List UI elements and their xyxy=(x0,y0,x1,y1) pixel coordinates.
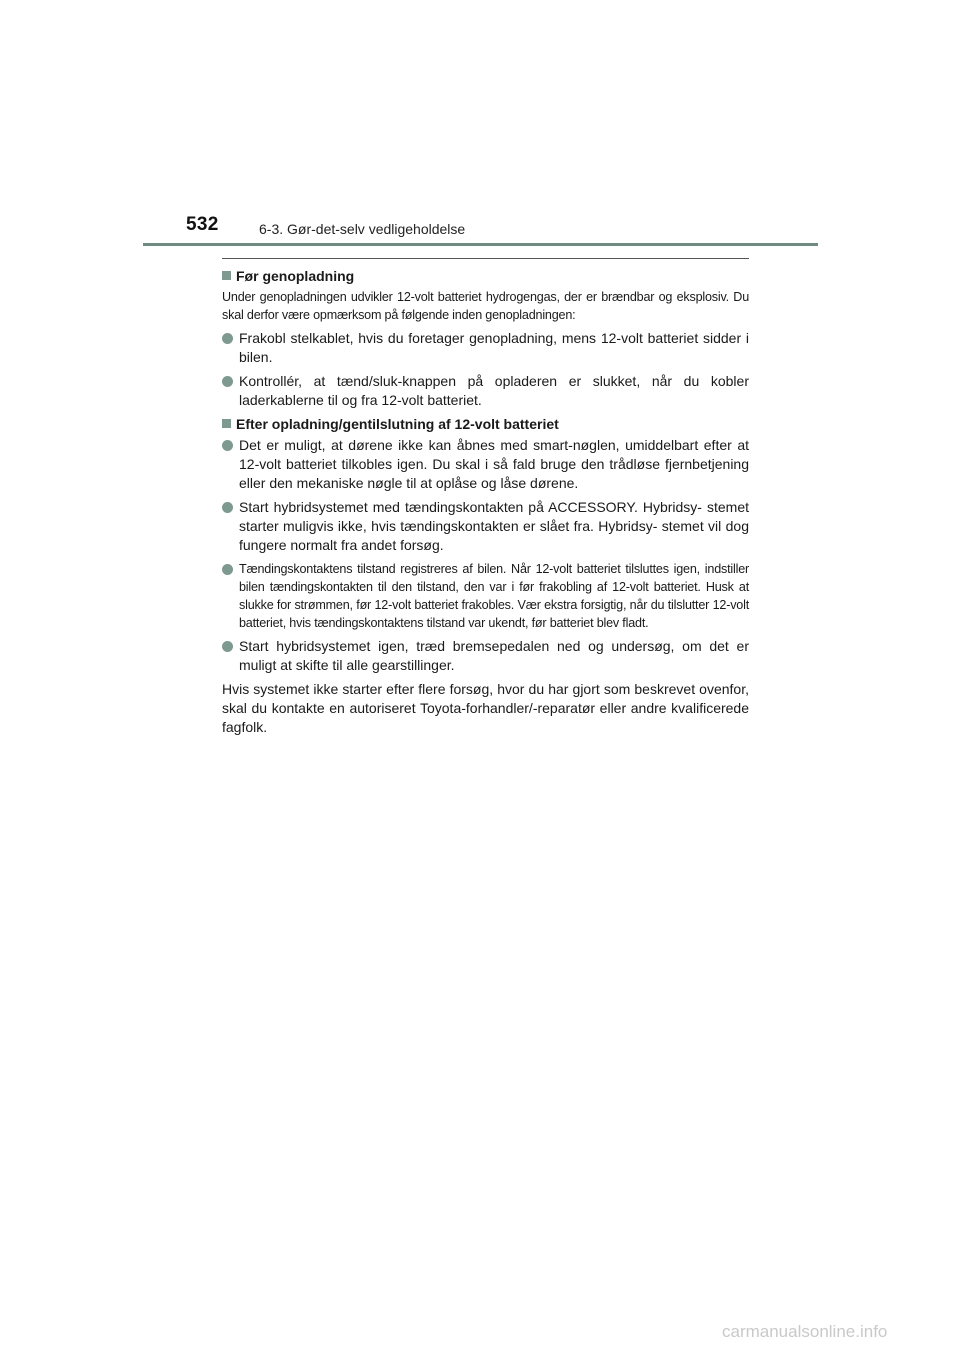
section-title: 6-3. Gør-det-selv vedligeholdelse xyxy=(259,221,466,237)
list-item xyxy=(222,372,749,410)
list-item-text: Det er muligt, at dørene ikke kan åbnes med smart-nøglen, umiddelbart efter at 12-volt batteriet tilkobles igen. Du skal i så fald bruge den trådløse fjernbetjening eller den mekaniske nøgle til at oplåse og låse dørene. xyxy=(239,437,749,491)
list-item-text: Frakobl stelkablet, hvis du foretager genopladning, mens 12-volt batteriet sidder i bilen. xyxy=(239,330,749,365)
watermark: carmanualsonline.info xyxy=(722,1322,888,1341)
square-bullet-icon xyxy=(222,419,231,428)
section-heading xyxy=(222,415,749,433)
list-item xyxy=(222,637,749,675)
circle-bullet-icon xyxy=(222,376,233,387)
page-header xyxy=(0,0,960,250)
closing-paragraph: Hvis systemet ikke starter efter flere forsøg, hvor du har gjort som beskrevet ovenfor, skal du kontakte en autoriseret Toyota-forhandler/-reparatør eller andre kvalificerede fagfolk. xyxy=(222,681,749,735)
page-number: 532 xyxy=(186,214,219,235)
list-item xyxy=(222,329,749,367)
list-item xyxy=(222,436,749,493)
list-item-text: Tændingskontaktens tilstand registreres af bilen. Når 12-volt batteriet tilsluttes igen, indstiller bilen tændingskontakten til den tilstand, den var i før frakobling af 12-volt batteriet. Husk at slukke for strømmen, før 12-volt batteriet frakobles. Vær ekstra forsigtig, når du tilslutter 12-volt batteriet, hvis tændingskontaktens tilstand var ukendt, før batteriet blev fladt. xyxy=(239,562,749,630)
list-item-text: Start hybridsystemet igen, træd bremsepedalen ned og undersøg, om det er muligt at skifte til alle gearstillinger. xyxy=(239,638,749,673)
section-heading-text: Før genopladning xyxy=(236,268,355,284)
page-content xyxy=(222,258,749,737)
square-bullet-icon xyxy=(222,271,231,280)
section-note: Under genopladningen udvikler 12-volt batteriet hydrogengas, der er brændbar og eksplosiv. Du skal derfor være opmærksom på følgende inden genopladningen: xyxy=(222,290,749,322)
circle-bullet-icon xyxy=(222,502,233,513)
circle-bullet-icon xyxy=(222,564,233,575)
circle-bullet-icon xyxy=(222,641,233,652)
header-divider xyxy=(143,243,818,246)
list-item xyxy=(222,560,749,632)
circle-bullet-icon xyxy=(222,440,233,451)
section-heading-text: Efter opladning/gentilslutning af 12-volt batteriet xyxy=(236,416,559,432)
list-item xyxy=(222,498,749,555)
list-item-text: Start hybridsystemet med tændingskontakten på ACCESSORY. Hybridsy- stemet starter muligvis ikke, hvis tændingskontakten er slået fra. Hybridsy- stemet vil dog fungere normalt fra andet forsøg. xyxy=(239,499,749,553)
section-heading xyxy=(222,267,749,285)
content-top-divider xyxy=(222,258,749,259)
list-item-text: Kontrollér, at tænd/sluk-knappen på opladeren er slukket, når du kobler laderkablerne til og fra 12-volt batteriet. xyxy=(239,373,749,408)
circle-bullet-icon xyxy=(222,333,233,344)
